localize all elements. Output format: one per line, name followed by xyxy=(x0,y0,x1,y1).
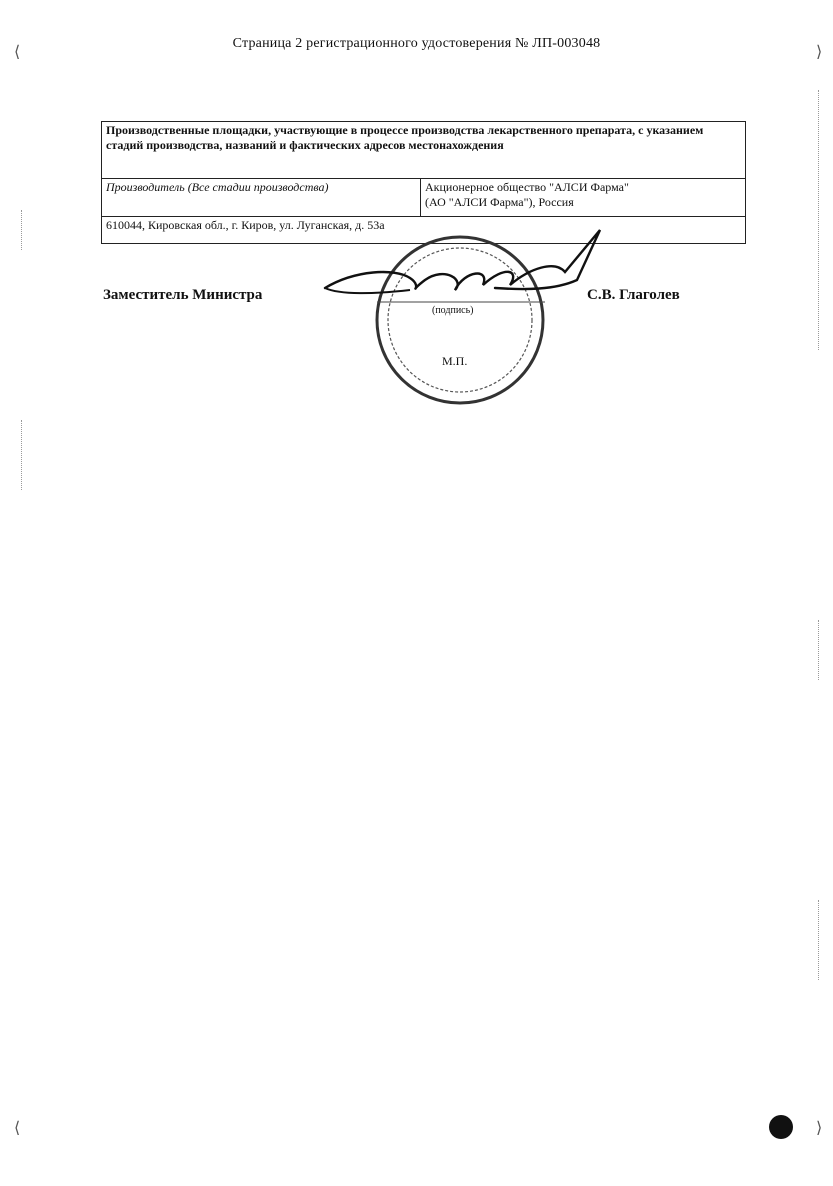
scan-margin-mark: ⟩ xyxy=(816,44,823,61)
signer-name: С.В. Глаголев xyxy=(587,287,680,303)
company-name-line2: (АО "АЛСИ Фарма"), Россия xyxy=(425,195,574,209)
scan-punch-hole xyxy=(769,1115,793,1139)
scan-margin-mark: ⟨ xyxy=(14,44,21,61)
stamp-outer-ring xyxy=(377,237,543,403)
manufacturer-role: Производитель (Все стадии производства) xyxy=(102,179,421,217)
scan-artifact xyxy=(818,900,820,980)
scan-artifact xyxy=(21,420,23,490)
stamp-inner-ring xyxy=(388,248,532,392)
manufacturer-address: 610044, Кировская обл., г. Киров, ул. Луганская, д. 53а xyxy=(102,217,746,244)
scan-artifact xyxy=(21,210,23,250)
page-title: Страница 2 регистрационного удостоверения № ЛП-003048 xyxy=(232,36,601,51)
company-name-line1: Акционерное общество "АЛСИ Фарма" xyxy=(425,180,629,194)
scan-artifact xyxy=(818,90,820,350)
handwritten-signature xyxy=(325,230,600,290)
sites-caption: Производственные площадки, участвующие в процессе производства лекарственного препарата, с указанием стадий производства, названий и фактических адресов местонахождения xyxy=(102,122,746,179)
signer-position: Заместитель Министра xyxy=(103,287,263,303)
scan-artifact xyxy=(818,620,820,680)
scan-margin-mark: ⟨ xyxy=(14,1120,21,1137)
signature-caption: (подпись) xyxy=(432,305,474,316)
seal-placeholder-label: М.П. xyxy=(442,354,468,368)
signature-underline xyxy=(325,288,410,293)
scan-margin-mark: ⟩ xyxy=(816,1120,823,1137)
